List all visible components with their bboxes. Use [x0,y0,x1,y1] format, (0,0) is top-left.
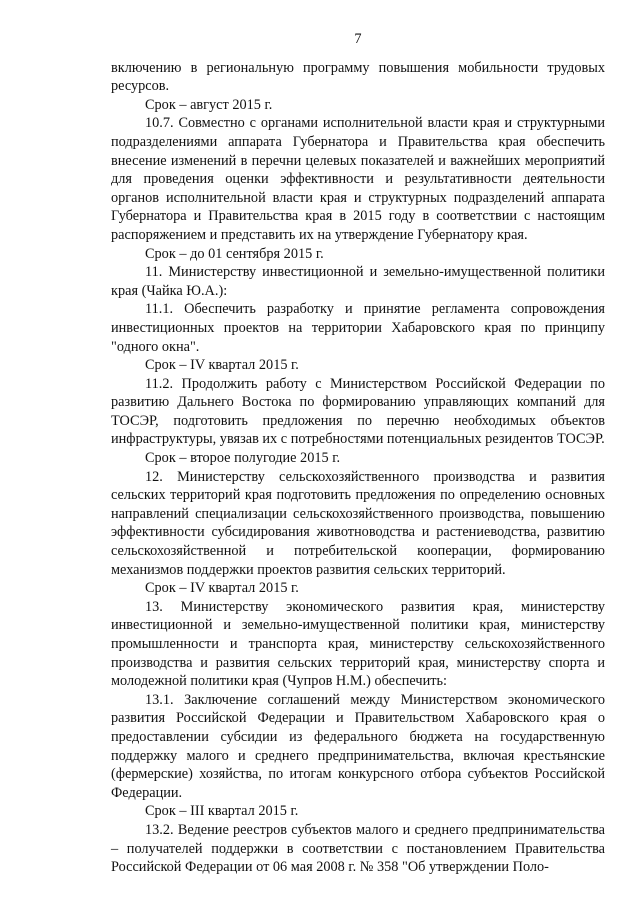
paragraph: Срок – до 01 сентября 2015 г. [145,245,324,262]
paragraph: Срок – август 2015 г. [145,96,273,113]
paragraph: 10.7. Совместно с органами исполнительной власти края и структурными подразделениями аппарата Губернатора и Правительства края обеспечить внесение изменений в перечни целевых показателей и важнейших мероприятий для проведения оценки эффективности и результативности деятельности органов исполнительной власти края и структурных подразделений аппарата Губернатора и Правительства края в 2015 году в соответствии с настоящим распоряжением и представить их на утверждение Губернатору края. [111,115,605,243]
paragraph: 11.1. Обеспечить разработку и принятие регламента сопровождения инвестиционных проектов на территории Хабаровского края по принципу "одного окна". [111,301,605,355]
paragraph: Срок – IV квартал 2015 г. [145,357,299,374]
paragraph: 13.2. Ведение реестров субъектов малого и среднего предпринимательства – получателей поддержки в соответствии с постановлением Правительства Российской Федерации от 06 мая 2008 г. № 358 "Об утверждении Поло- [111,821,605,876]
paragraph: 13.1. Заключение соглашений между Министерством экономического развития Российской Федерации и Правительством Хабаровского края о предоставлении субсидии из федерального бюджета на государственную поддержку малого и среднего предпринимательства, включая крестьянские (фермерские) хозяйства, по итогам конкурсного отбора субъектов Российской Федерации. [111,691,605,801]
paragraph: Срок – IV квартал 2015 г. [145,580,299,597]
page-number: 7 [354,31,362,47]
paragraph: 11. Министерству инвестиционной и земельно-имущественной политики края (Чайка Ю.А.): [111,264,605,299]
paragraph: 13. Министерству экономического развития края, министерству инвестиционной и земельно-имущественной политики края, министерству промышленности и транспорта края, министерству сельскохозяйственного производства и развития сельских территорий края, министерству спорта и молодежной политики края (Чупров Н.М.) обеспечить: [111,598,605,690]
paragraph: 11.2. Продолжить работу с Министерством Российской Федерации по развитию Дальнего Востока по формированию управляющих компаний для ТОСЭР, подготовить предложения по перечню необходимых объектов инфраструктуры, увязав их с потребностями потенциальных резидентов ТОСЭР. [111,375,605,448]
paragraph: включению в региональную программу повышения мобильности трудовых ресурсов. [111,59,605,95]
paragraph: 12. Министерству сельскохозяйственного производства и развития сельских территорий края подготовить предложения по определению основных направлений специализации сельскохозяйственного производства, повышению эффективности субсидирования животноводства и растениеводства, развитию сельскохозяйственной и потребительской кооперации, формированию механизмов поддержки проектов развития сельских территорий. [111,468,605,578]
document-body [111,59,605,877]
paragraph: Срок – второе полугодие 2015 г. [145,450,341,467]
paragraph: Срок – III квартал 2015 г. [145,803,299,820]
